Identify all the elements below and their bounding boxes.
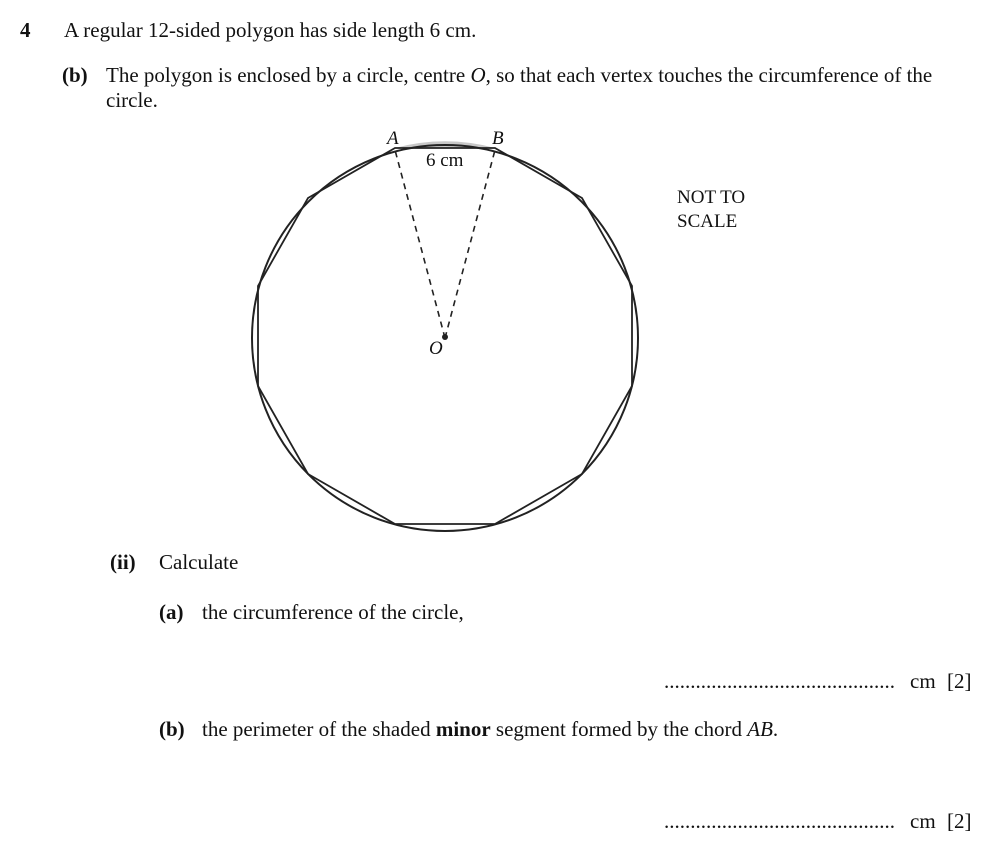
part-b-label: (b): [62, 63, 88, 87]
centre-label-o: O: [429, 338, 443, 359]
question-number: 4: [20, 18, 31, 42]
item-a-answer-line[interactable]: ............................................: [664, 669, 895, 693]
item-a-label: (a): [159, 600, 184, 624]
question-stem: A regular 12-sided polygon has side length 6 cm.: [64, 18, 477, 42]
radius-oa: [395, 150, 445, 338]
item-b-text-pre: the perimeter of the shaded: [202, 717, 436, 741]
vertex-label-b: B: [492, 128, 504, 149]
vertex-label-a: A: [387, 128, 399, 149]
item-a-marks: [2]: [947, 669, 972, 693]
item-b-chord-ab: AB: [747, 717, 773, 741]
item-a-unit: cm: [910, 669, 936, 693]
item-b-text-mid: segment formed by the chord: [490, 717, 748, 741]
item-a-text: the circumference of the circle,: [202, 600, 464, 624]
part-b-text-1a: The polygon is enclosed by a circle, centre: [106, 63, 471, 87]
part-b-text-line2: circle.: [106, 88, 158, 112]
part-b-text-1b: , so that each vertex touches the circumference of the: [485, 63, 933, 87]
item-b-text-bold: minor: [435, 717, 491, 741]
subpart-ii-text: Calculate: [159, 550, 239, 574]
subpart-ii-label: (ii): [110, 550, 136, 574]
item-b-unit: cm: [910, 809, 936, 833]
chord-length-label: 6 cm: [426, 150, 464, 171]
not-to-scale-line2: SCALE: [677, 211, 738, 232]
radius-ob: [445, 150, 495, 338]
item-b-answer-line[interactable]: ............................................: [664, 809, 895, 833]
item-b-text-end: .: [772, 717, 779, 741]
not-to-scale-line1: NOT TO: [677, 187, 746, 208]
part-b-centre-o: O: [470, 63, 486, 87]
item-b-label: (b): [159, 717, 185, 741]
item-b-marks: [2]: [947, 809, 972, 833]
item-b-text: [202, 719, 778, 740]
